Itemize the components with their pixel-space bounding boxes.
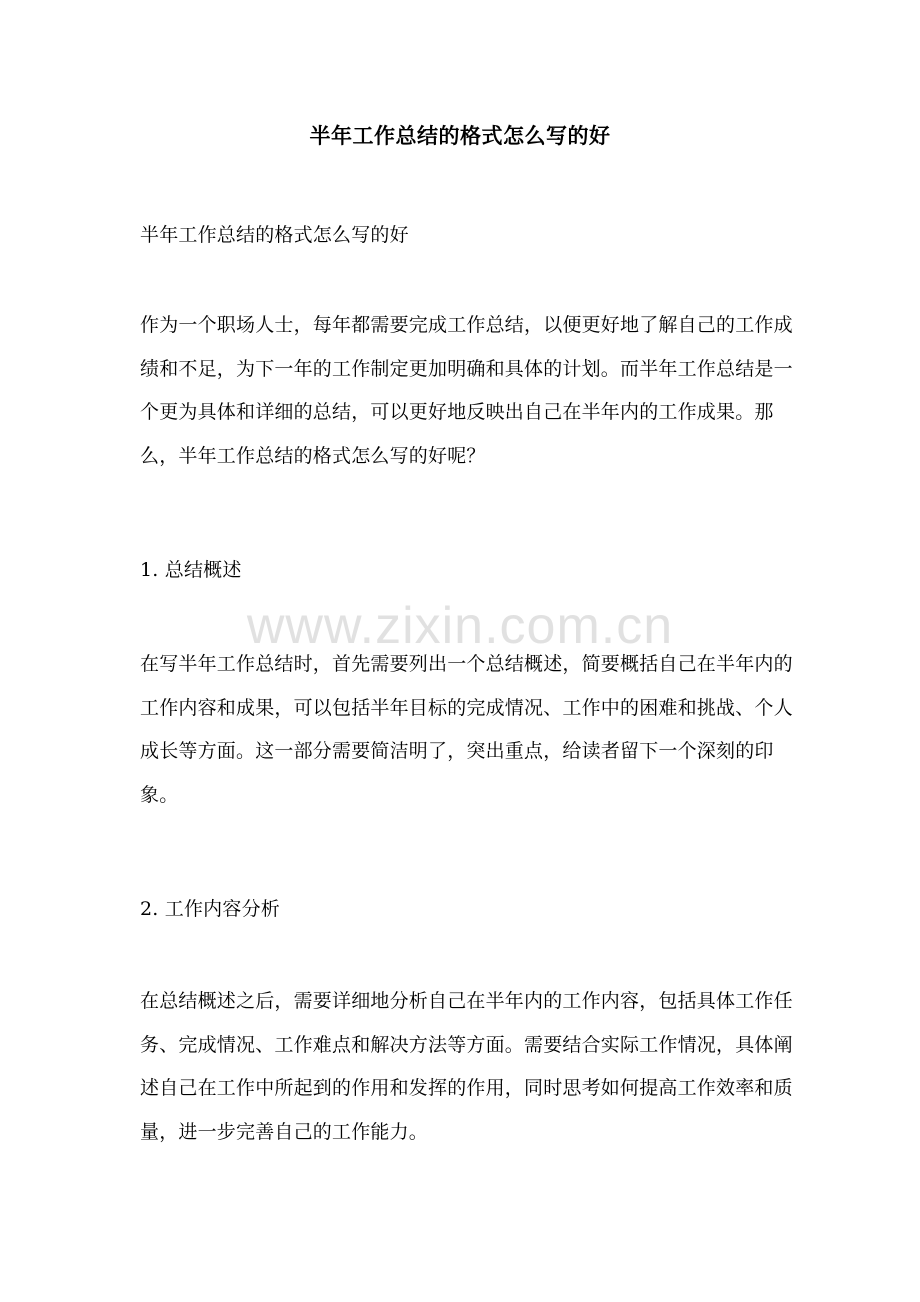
document-subtitle: 半年工作总结的格式怎么写的好 <box>140 224 409 246</box>
watermark: www.zixin.com.cn <box>246 597 674 655</box>
document-title: 半年工作总结的格式怎么写的好 <box>309 123 611 148</box>
section-heading-work-analysis: 2. 工作内容分析 <box>140 898 280 920</box>
section-body-work-analysis: 在总结概述之后，需要详细地分析自己在半年内的工作内容，包括具体工作任务、完成情况、工作难点和解决方法等方面。需要结合实际工作情况，具体阐述自己在工作中所起到的作用和发挥的作用，同时思考如何提高工作效率和质量，进一步完善自己的工作能力。 <box>140 990 793 1143</box>
section-heading-summary: 1. 总结概述 <box>140 559 242 581</box>
section-body-summary: 在写半年工作总结时，首先需要列出一个总结概述，简要概括自己在半年内的工作内容和成果，可以包括半年目标的完成情况、工作中的困难和挑战、个人成长等方面。这一部分需要简洁明了，突出重点，给读者留下一个深刻的印象。 <box>140 653 793 806</box>
intro-paragraph: 作为一个职场人士，每年都需要完成工作总结，以便更好地了解自己的工作成绩和不足，为下一年的工作制定更加明确和具体的计划。而半年工作总结是一个更为具体和详细的总结，可以更好地反映出自己在半年内的工作成果。那么，半年工作总结的格式怎么写的好呢？ <box>140 314 793 467</box>
